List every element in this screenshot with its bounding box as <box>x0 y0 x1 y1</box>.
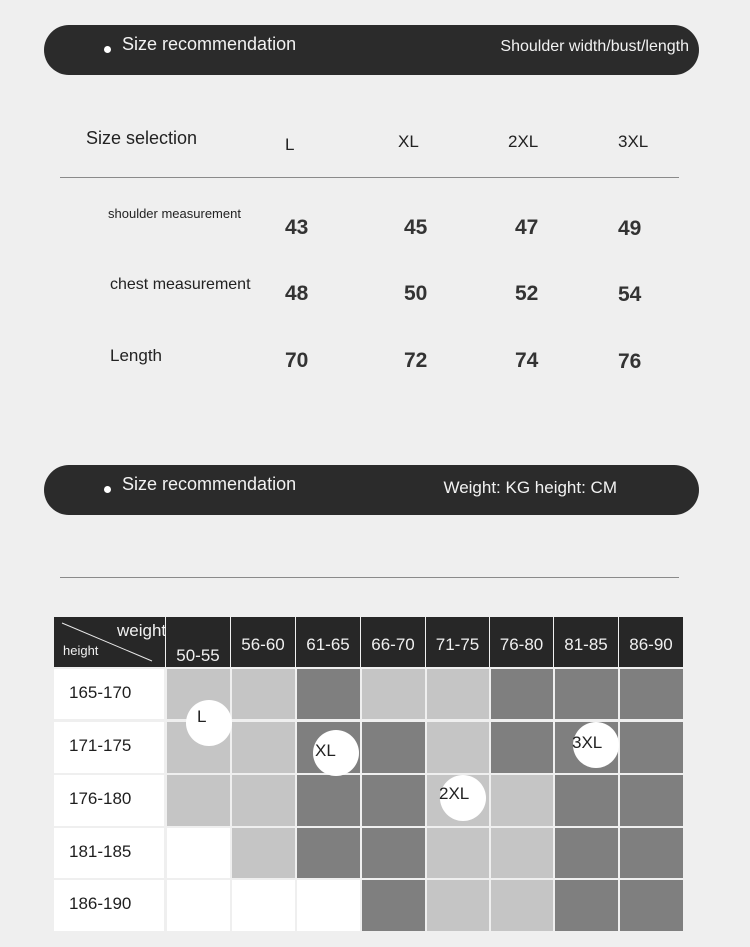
chart-cell <box>427 722 489 773</box>
chart-cell <box>620 880 683 931</box>
chart-cell <box>555 669 618 719</box>
chart-cell <box>491 828 553 878</box>
chart-cell <box>491 880 553 931</box>
size-recommendation-banner <box>44 25 699 75</box>
row-label-length: Length <box>110 346 162 365</box>
value-cell: 50 <box>404 282 428 305</box>
banner-title: Size recommendation <box>122 34 297 54</box>
chart-cell <box>620 828 683 878</box>
bullet-icon <box>104 486 111 493</box>
size-marker-label: 3XL <box>572 733 603 752</box>
chart-cell <box>555 775 618 826</box>
height-row-label <box>54 775 164 826</box>
height-row-label <box>54 828 164 878</box>
weight-header-7 <box>554 617 618 667</box>
chart-cell <box>167 880 230 931</box>
chart-cell <box>232 669 295 719</box>
value-cell: 54 <box>618 283 642 306</box>
weight-header-5 <box>426 617 489 667</box>
chart-cell <box>167 775 230 826</box>
weight-header-3 <box>296 617 360 667</box>
row-label-chest: chest measurement <box>110 276 251 293</box>
value-cell: 70 <box>285 349 309 372</box>
bullet-icon <box>104 46 111 53</box>
size-recommendation-banner <box>44 465 699 515</box>
weight-header-label: 66-70 <box>371 635 415 654</box>
size-marker-xl <box>313 730 359 776</box>
chart-cell <box>620 722 683 773</box>
weight-header-label: 56-60 <box>241 635 285 654</box>
banner-subtitle: Weight: KG height: CM <box>443 478 617 497</box>
corner-weight-label: weight <box>117 621 167 640</box>
size-selection-label: Size selection <box>86 128 198 148</box>
size-marker-label: 2XL <box>439 784 470 803</box>
value-cell: 48 <box>285 282 309 305</box>
height-row-label <box>54 669 164 719</box>
size-marker-label: L <box>197 707 207 726</box>
value-cell: 72 <box>404 349 428 372</box>
chart-cell <box>297 775 360 826</box>
chart-cell <box>362 669 425 719</box>
chart-cell <box>232 880 295 931</box>
height-range: 165-170 <box>69 683 132 702</box>
chart-cell <box>491 775 553 826</box>
height-row-label <box>54 880 164 931</box>
weight-header-label: 81-85 <box>564 635 608 654</box>
height-range: 181-185 <box>69 842 132 861</box>
size-header-xl: XL <box>398 132 419 151</box>
weight-header-2 <box>231 617 295 667</box>
weight-header-4 <box>361 617 425 667</box>
weight-header-6 <box>490 617 553 667</box>
weight-header-label: 76-80 <box>499 635 544 654</box>
height-row-label <box>54 722 164 773</box>
value-cell: 43 <box>285 216 309 239</box>
height-range: 171-175 <box>69 736 132 755</box>
chart-cell <box>232 828 295 878</box>
height-range: 186-190 <box>69 894 132 913</box>
weight-header-label: 86-90 <box>629 635 673 654</box>
value-cell: 47 <box>515 216 539 239</box>
chart-cell <box>232 775 295 826</box>
size-marker-2xl <box>440 775 486 821</box>
value-cell: 76 <box>618 350 642 373</box>
value-cell: 52 <box>515 282 539 305</box>
divider <box>60 577 679 578</box>
chart-cell <box>620 669 683 719</box>
chart-cell <box>427 880 489 931</box>
height-range: 176-180 <box>69 789 132 808</box>
chart-cell <box>491 722 553 773</box>
row-label-shoulder: shoulder measurement <box>108 206 241 221</box>
size-marker-label: XL <box>315 741 336 760</box>
corner-height-label: height <box>63 643 99 658</box>
chart-cell <box>362 880 425 931</box>
weight-header-label: 71-75 <box>435 635 480 654</box>
banner-subtitle: Shoulder width/bust/length <box>500 38 689 55</box>
banner-title: Size recommendation <box>122 474 297 494</box>
value-cell: 49 <box>618 217 642 240</box>
chart-cell <box>555 880 618 931</box>
chart-cell <box>362 722 425 773</box>
chart-cell <box>427 669 489 719</box>
value-cell: 74 <box>515 349 539 372</box>
weight-header-8 <box>619 617 683 667</box>
chart-cell <box>362 775 425 826</box>
size-header-2xl: 2XL <box>508 132 539 151</box>
divider <box>60 177 679 178</box>
chart-cell <box>167 828 230 878</box>
chart-cell <box>555 828 618 878</box>
corner-header <box>54 617 165 667</box>
weight-header-label: 50-55 <box>176 646 220 665</box>
weight-header-1 <box>166 617 230 667</box>
size-marker-l <box>186 700 232 746</box>
size-marker-3xl <box>573 722 619 768</box>
size-header-3xl: 3XL <box>618 132 649 151</box>
chart-cell <box>297 880 360 931</box>
chart-cell <box>620 775 683 826</box>
value-cell: 45 <box>404 216 428 239</box>
chart-cell <box>491 669 553 719</box>
chart-cell <box>297 669 360 719</box>
chart-cell <box>427 828 489 878</box>
chart-cell <box>297 828 360 878</box>
chart-cell <box>232 722 295 773</box>
weight-header-label: 61-65 <box>306 635 350 654</box>
size-header-l: L <box>285 135 295 154</box>
chart-cell <box>362 828 425 878</box>
